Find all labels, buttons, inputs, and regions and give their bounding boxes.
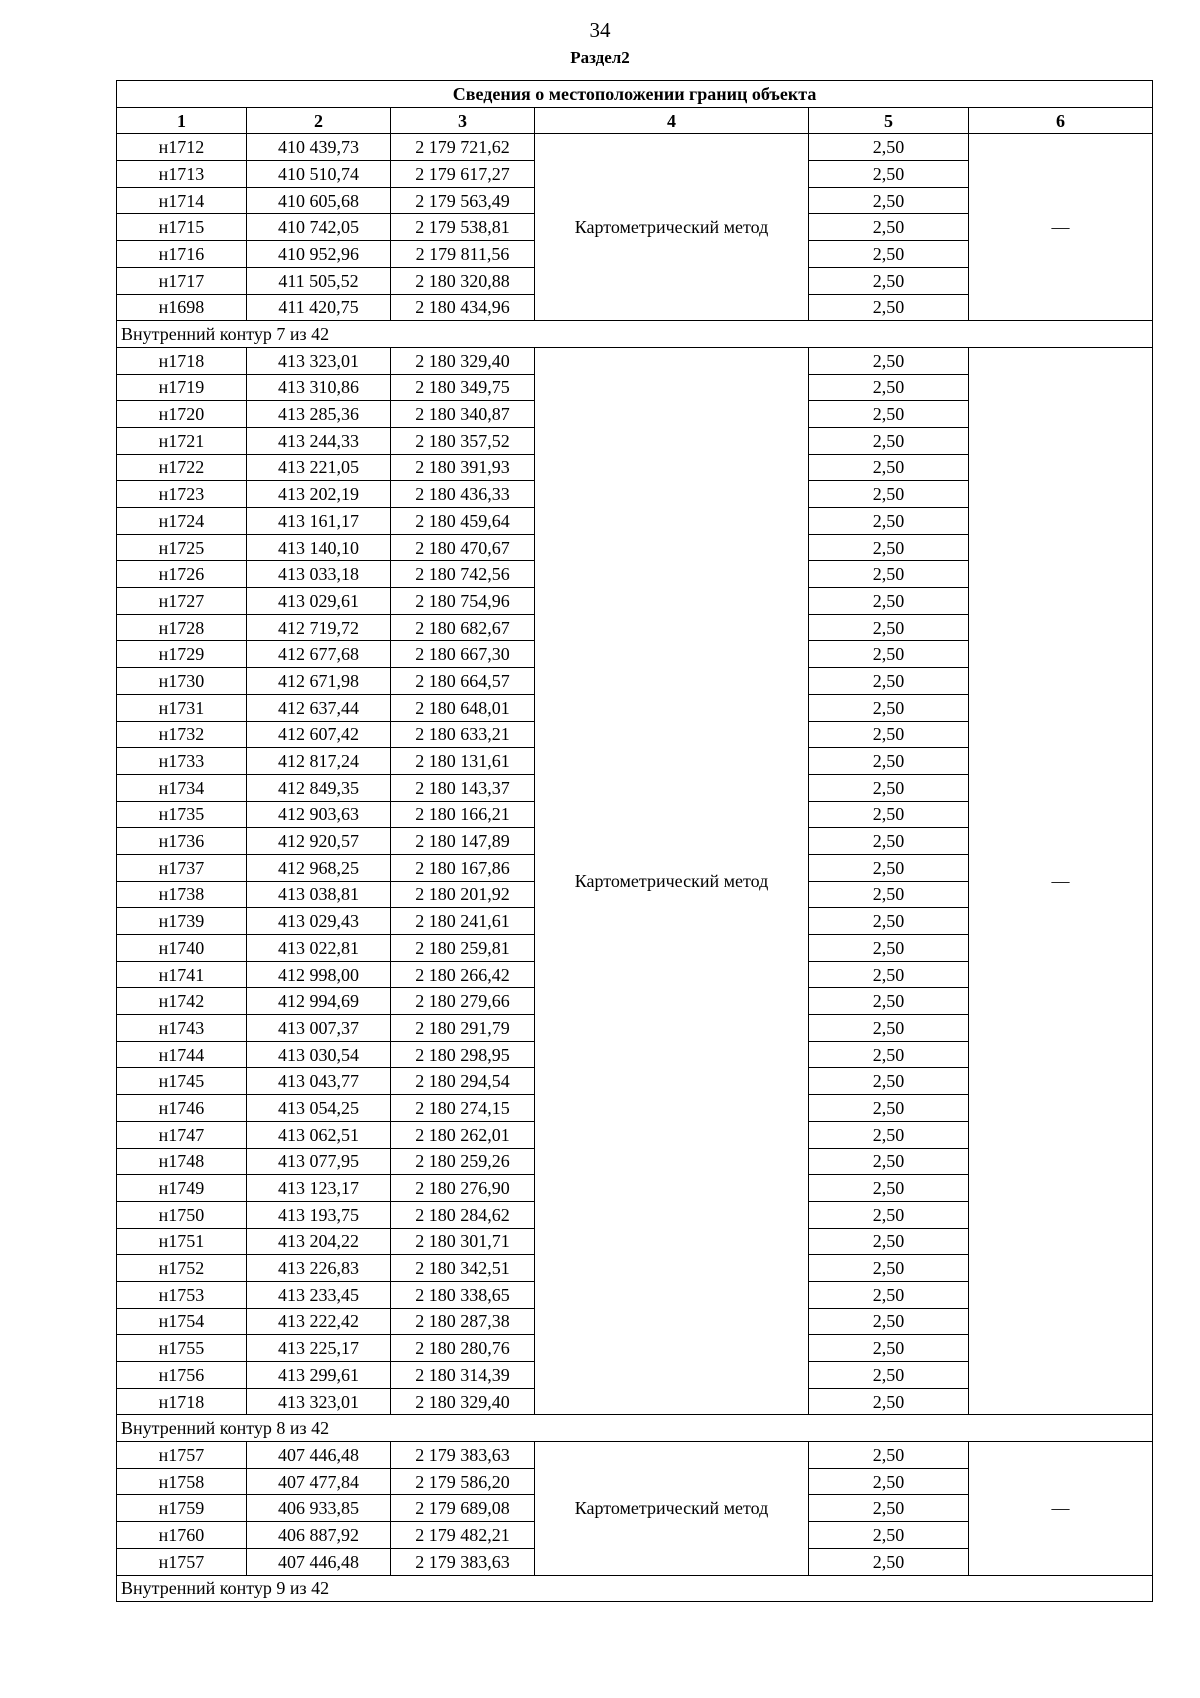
point-name-cell: н1715 — [117, 214, 247, 241]
column-header: 4 — [535, 107, 809, 134]
column6-cell: — — [969, 134, 1153, 321]
accuracy-cell: 2,50 — [809, 1388, 969, 1415]
x-coordinate-cell: 410 605,68 — [247, 187, 391, 214]
x-coordinate-cell: 407 446,48 — [247, 1548, 391, 1575]
accuracy-cell: 2,50 — [809, 1442, 969, 1469]
point-name-cell: н1738 — [117, 881, 247, 908]
accuracy-cell: 2,50 — [809, 561, 969, 588]
accuracy-cell: 2,50 — [809, 1308, 969, 1335]
y-coordinate-cell: 2 180 633,21 — [391, 721, 535, 748]
accuracy-cell: 2,50 — [809, 1121, 969, 1148]
point-name-cell: н1745 — [117, 1068, 247, 1095]
y-coordinate-cell: 2 179 617,27 — [391, 161, 535, 188]
y-coordinate-cell: 2 180 436,33 — [391, 481, 535, 508]
y-coordinate-cell: 2 179 586,20 — [391, 1468, 535, 1495]
point-name-cell: н1713 — [117, 161, 247, 188]
y-coordinate-cell: 2 180 349,75 — [391, 374, 535, 401]
accuracy-cell: 2,50 — [809, 641, 969, 668]
accuracy-cell: 2,50 — [809, 1228, 969, 1255]
y-coordinate-cell: 2 180 166,21 — [391, 801, 535, 828]
page-number: 34 — [589, 18, 611, 42]
point-name-cell: н1743 — [117, 1015, 247, 1042]
table-row — [117, 134, 1153, 161]
accuracy-cell: 2,50 — [809, 908, 969, 935]
accuracy-cell: 2,50 — [809, 828, 969, 855]
accuracy-cell: 2,50 — [809, 267, 969, 294]
x-coordinate-cell: 407 446,48 — [247, 1442, 391, 1469]
x-coordinate-cell: 413 204,22 — [247, 1228, 391, 1255]
point-name-cell: н1698 — [117, 294, 247, 321]
column-header: 6 — [969, 107, 1153, 134]
column6-cell: — — [969, 1442, 1153, 1575]
x-coordinate-cell: 413 007,37 — [247, 1015, 391, 1042]
point-name-cell: н1731 — [117, 694, 247, 721]
x-coordinate-cell: 413 062,51 — [247, 1121, 391, 1148]
point-name-cell: н1746 — [117, 1095, 247, 1122]
x-coordinate-cell: 413 029,43 — [247, 908, 391, 935]
point-name-cell: н1749 — [117, 1175, 247, 1202]
y-coordinate-cell: 2 180 434,96 — [391, 294, 535, 321]
point-name-cell: н1751 — [117, 1228, 247, 1255]
y-coordinate-cell: 2 180 279,66 — [391, 988, 535, 1015]
contour-label: Внутренний контур 7 из 42 — [117, 321, 1153, 348]
point-name-cell: н1720 — [117, 401, 247, 428]
accuracy-cell: 2,50 — [809, 1068, 969, 1095]
y-coordinate-cell: 2 180 648,01 — [391, 694, 535, 721]
accuracy-cell: 2,50 — [809, 214, 969, 241]
point-name-cell: н1757 — [117, 1442, 247, 1469]
point-name-cell: н1718 — [117, 347, 247, 374]
x-coordinate-cell: 412 637,44 — [247, 694, 391, 721]
x-coordinate-cell: 406 933,85 — [247, 1495, 391, 1522]
x-coordinate-cell: 410 510,74 — [247, 161, 391, 188]
y-coordinate-cell: 2 180 338,65 — [391, 1281, 535, 1308]
column-header: 5 — [809, 107, 969, 134]
accuracy-cell: 2,50 — [809, 161, 969, 188]
boundary-coordinates-table — [116, 80, 1153, 1602]
column-header: 3 — [391, 107, 535, 134]
table-row — [117, 347, 1153, 374]
x-coordinate-cell: 412 607,42 — [247, 721, 391, 748]
point-name-cell: н1730 — [117, 668, 247, 695]
accuracy-cell: 2,50 — [809, 854, 969, 881]
y-coordinate-cell: 2 180 754,96 — [391, 588, 535, 615]
x-coordinate-cell: 412 998,00 — [247, 961, 391, 988]
x-coordinate-cell: 413 043,77 — [247, 1068, 391, 1095]
table-title-row — [117, 81, 1153, 108]
point-name-cell: н1728 — [117, 614, 247, 641]
table-title: Сведения о местоположении границ объекта — [117, 81, 1153, 108]
point-name-cell: н1734 — [117, 774, 247, 801]
y-coordinate-cell: 2 179 482,21 — [391, 1522, 535, 1549]
y-coordinate-cell: 2 180 340,87 — [391, 401, 535, 428]
accuracy-cell: 2,50 — [809, 481, 969, 508]
contour-label-row — [117, 1415, 1153, 1442]
y-coordinate-cell: 2 179 689,08 — [391, 1495, 535, 1522]
x-coordinate-cell: 413 222,42 — [247, 1308, 391, 1335]
accuracy-cell: 2,50 — [809, 961, 969, 988]
column-header-row — [117, 107, 1153, 134]
x-coordinate-cell: 413 054,25 — [247, 1095, 391, 1122]
accuracy-cell: 2,50 — [809, 347, 969, 374]
method-cell: Картометрический метод — [535, 134, 809, 321]
accuracy-cell: 2,50 — [809, 748, 969, 775]
point-name-cell: н1750 — [117, 1201, 247, 1228]
accuracy-cell: 2,50 — [809, 134, 969, 161]
x-coordinate-cell: 410 439,73 — [247, 134, 391, 161]
y-coordinate-cell: 2 180 276,90 — [391, 1175, 535, 1202]
point-name-cell: н1755 — [117, 1335, 247, 1362]
y-coordinate-cell: 2 180 682,67 — [391, 614, 535, 641]
accuracy-cell: 2,50 — [809, 401, 969, 428]
y-coordinate-cell: 2 179 811,56 — [391, 241, 535, 268]
y-coordinate-cell: 2 179 383,63 — [391, 1442, 535, 1469]
y-coordinate-cell: 2 179 563,49 — [391, 187, 535, 214]
accuracy-cell: 2,50 — [809, 294, 969, 321]
accuracy-cell: 2,50 — [809, 774, 969, 801]
x-coordinate-cell: 412 817,24 — [247, 748, 391, 775]
point-name-cell: н1712 — [117, 134, 247, 161]
contour-label: Внутренний контур 9 из 42 — [117, 1575, 1153, 1602]
point-name-cell: н1719 — [117, 374, 247, 401]
point-name-cell: н1727 — [117, 588, 247, 615]
accuracy-cell: 2,50 — [809, 1255, 969, 1282]
accuracy-cell: 2,50 — [809, 427, 969, 454]
point-name-cell: н1714 — [117, 187, 247, 214]
x-coordinate-cell: 412 849,35 — [247, 774, 391, 801]
x-coordinate-cell: 413 123,17 — [247, 1175, 391, 1202]
column-header: 2 — [247, 107, 391, 134]
x-coordinate-cell: 411 420,75 — [247, 294, 391, 321]
y-coordinate-cell: 2 180 201,92 — [391, 881, 535, 908]
method-cell: Картометрический метод — [535, 347, 809, 1415]
x-coordinate-cell: 413 323,01 — [247, 347, 391, 374]
accuracy-cell: 2,50 — [809, 1041, 969, 1068]
point-name-cell: н1744 — [117, 1041, 247, 1068]
x-coordinate-cell: 413 140,10 — [247, 534, 391, 561]
x-coordinate-cell: 412 920,57 — [247, 828, 391, 855]
point-name-cell: н1736 — [117, 828, 247, 855]
point-name-cell: н1724 — [117, 508, 247, 535]
x-coordinate-cell: 413 030,54 — [247, 1041, 391, 1068]
y-coordinate-cell: 2 180 301,71 — [391, 1228, 535, 1255]
section-title: Раздел2 — [570, 48, 630, 67]
accuracy-cell: 2,50 — [809, 1015, 969, 1042]
accuracy-cell: 2,50 — [809, 454, 969, 481]
point-name-cell: н1737 — [117, 854, 247, 881]
accuracy-cell: 2,50 — [809, 241, 969, 268]
column6-cell: — — [969, 347, 1153, 1415]
accuracy-cell: 2,50 — [809, 1095, 969, 1122]
point-name-cell: н1718 — [117, 1388, 247, 1415]
y-coordinate-cell: 2 180 391,93 — [391, 454, 535, 481]
accuracy-cell: 2,50 — [809, 721, 969, 748]
point-name-cell: н1729 — [117, 641, 247, 668]
point-name-cell: н1758 — [117, 1468, 247, 1495]
accuracy-cell: 2,50 — [809, 508, 969, 535]
x-coordinate-cell: 413 323,01 — [247, 1388, 391, 1415]
x-coordinate-cell: 413 244,33 — [247, 427, 391, 454]
accuracy-cell: 2,50 — [809, 374, 969, 401]
y-coordinate-cell: 2 180 143,37 — [391, 774, 535, 801]
accuracy-cell: 2,50 — [809, 694, 969, 721]
y-coordinate-cell: 2 180 329,40 — [391, 1388, 535, 1415]
y-coordinate-cell: 2 179 383,63 — [391, 1548, 535, 1575]
accuracy-cell: 2,50 — [809, 1175, 969, 1202]
table-row — [117, 1442, 1153, 1469]
point-name-cell: н1756 — [117, 1362, 247, 1389]
accuracy-cell: 2,50 — [809, 1548, 969, 1575]
y-coordinate-cell: 2 180 259,81 — [391, 935, 535, 962]
x-coordinate-cell: 413 233,45 — [247, 1281, 391, 1308]
x-coordinate-cell: 412 677,68 — [247, 641, 391, 668]
contour-label-row — [117, 321, 1153, 348]
accuracy-cell: 2,50 — [809, 1148, 969, 1175]
y-coordinate-cell: 2 179 721,62 — [391, 134, 535, 161]
x-coordinate-cell: 413 285,36 — [247, 401, 391, 428]
x-coordinate-cell: 412 994,69 — [247, 988, 391, 1015]
accuracy-cell: 2,50 — [809, 1495, 969, 1522]
accuracy-cell: 2,50 — [809, 614, 969, 641]
y-coordinate-cell: 2 180 167,86 — [391, 854, 535, 881]
y-coordinate-cell: 2 180 280,76 — [391, 1335, 535, 1362]
x-coordinate-cell: 413 299,61 — [247, 1362, 391, 1389]
accuracy-cell: 2,50 — [809, 1335, 969, 1362]
accuracy-cell: 2,50 — [809, 1522, 969, 1549]
accuracy-cell: 2,50 — [809, 1201, 969, 1228]
table-body — [117, 134, 1153, 1602]
y-coordinate-cell: 2 180 298,95 — [391, 1041, 535, 1068]
y-coordinate-cell: 2 180 342,51 — [391, 1255, 535, 1282]
y-coordinate-cell: 2 180 664,57 — [391, 668, 535, 695]
accuracy-cell: 2,50 — [809, 935, 969, 962]
x-coordinate-cell: 412 903,63 — [247, 801, 391, 828]
point-name-cell: н1723 — [117, 481, 247, 508]
x-coordinate-cell: 412 671,98 — [247, 668, 391, 695]
y-coordinate-cell: 2 180 241,61 — [391, 908, 535, 935]
contour-label-row — [117, 1575, 1153, 1602]
x-coordinate-cell: 410 742,05 — [247, 214, 391, 241]
y-coordinate-cell: 2 180 131,61 — [391, 748, 535, 775]
x-coordinate-cell: 406 887,92 — [247, 1522, 391, 1549]
accuracy-cell: 2,50 — [809, 588, 969, 615]
contour-label: Внутренний контур 8 из 42 — [117, 1415, 1153, 1442]
point-name-cell: н1725 — [117, 534, 247, 561]
x-coordinate-cell: 410 952,96 — [247, 241, 391, 268]
x-coordinate-cell: 413 221,05 — [247, 454, 391, 481]
x-coordinate-cell: 413 033,18 — [247, 561, 391, 588]
y-coordinate-cell: 2 179 538,81 — [391, 214, 535, 241]
y-coordinate-cell: 2 180 291,79 — [391, 1015, 535, 1042]
point-name-cell: н1722 — [117, 454, 247, 481]
point-name-cell: н1742 — [117, 988, 247, 1015]
point-name-cell: н1726 — [117, 561, 247, 588]
accuracy-cell: 2,50 — [809, 1362, 969, 1389]
point-name-cell: н1759 — [117, 1495, 247, 1522]
point-name-cell: н1748 — [117, 1148, 247, 1175]
y-coordinate-cell: 2 180 320,88 — [391, 267, 535, 294]
accuracy-cell: 2,50 — [809, 668, 969, 695]
x-coordinate-cell: 413 161,17 — [247, 508, 391, 535]
accuracy-cell: 2,50 — [809, 988, 969, 1015]
y-coordinate-cell: 2 180 314,39 — [391, 1362, 535, 1389]
y-coordinate-cell: 2 180 667,30 — [391, 641, 535, 668]
x-coordinate-cell: 413 225,17 — [247, 1335, 391, 1362]
x-coordinate-cell: 411 505,52 — [247, 267, 391, 294]
y-coordinate-cell: 2 180 742,56 — [391, 561, 535, 588]
point-name-cell: н1733 — [117, 748, 247, 775]
point-name-cell: н1740 — [117, 935, 247, 962]
y-coordinate-cell: 2 180 259,26 — [391, 1148, 535, 1175]
x-coordinate-cell: 413 310,86 — [247, 374, 391, 401]
y-coordinate-cell: 2 180 266,42 — [391, 961, 535, 988]
y-coordinate-cell: 2 180 294,54 — [391, 1068, 535, 1095]
y-coordinate-cell: 2 180 284,62 — [391, 1201, 535, 1228]
point-name-cell: н1732 — [117, 721, 247, 748]
point-name-cell: н1717 — [117, 267, 247, 294]
point-name-cell: н1741 — [117, 961, 247, 988]
x-coordinate-cell: 412 719,72 — [247, 614, 391, 641]
point-name-cell: н1753 — [117, 1281, 247, 1308]
accuracy-cell: 2,50 — [809, 801, 969, 828]
accuracy-cell: 2,50 — [809, 534, 969, 561]
x-coordinate-cell: 412 968,25 — [247, 854, 391, 881]
point-name-cell: н1735 — [117, 801, 247, 828]
column-header: 1 — [117, 107, 247, 134]
point-name-cell: н1754 — [117, 1308, 247, 1335]
point-name-cell: н1747 — [117, 1121, 247, 1148]
point-name-cell: н1716 — [117, 241, 247, 268]
x-coordinate-cell: 407 477,84 — [247, 1468, 391, 1495]
x-coordinate-cell: 413 077,95 — [247, 1148, 391, 1175]
y-coordinate-cell: 2 180 147,89 — [391, 828, 535, 855]
y-coordinate-cell: 2 180 262,01 — [391, 1121, 535, 1148]
method-cell: Картометрический метод — [535, 1442, 809, 1575]
y-coordinate-cell: 2 180 459,64 — [391, 508, 535, 535]
accuracy-cell: 2,50 — [809, 1281, 969, 1308]
x-coordinate-cell: 413 029,61 — [247, 588, 391, 615]
point-name-cell: н1739 — [117, 908, 247, 935]
y-coordinate-cell: 2 180 287,38 — [391, 1308, 535, 1335]
accuracy-cell: 2,50 — [809, 881, 969, 908]
point-name-cell: н1721 — [117, 427, 247, 454]
x-coordinate-cell: 413 022,81 — [247, 935, 391, 962]
point-name-cell: н1760 — [117, 1522, 247, 1549]
x-coordinate-cell: 413 202,19 — [247, 481, 391, 508]
accuracy-cell: 2,50 — [809, 187, 969, 214]
y-coordinate-cell: 2 180 357,52 — [391, 427, 535, 454]
y-coordinate-cell: 2 180 274,15 — [391, 1095, 535, 1122]
y-coordinate-cell: 2 180 470,67 — [391, 534, 535, 561]
y-coordinate-cell: 2 180 329,40 — [391, 347, 535, 374]
point-name-cell: н1752 — [117, 1255, 247, 1282]
point-name-cell: н1757 — [117, 1548, 247, 1575]
accuracy-cell: 2,50 — [809, 1468, 969, 1495]
x-coordinate-cell: 413 193,75 — [247, 1201, 391, 1228]
x-coordinate-cell: 413 226,83 — [247, 1255, 391, 1282]
x-coordinate-cell: 413 038,81 — [247, 881, 391, 908]
